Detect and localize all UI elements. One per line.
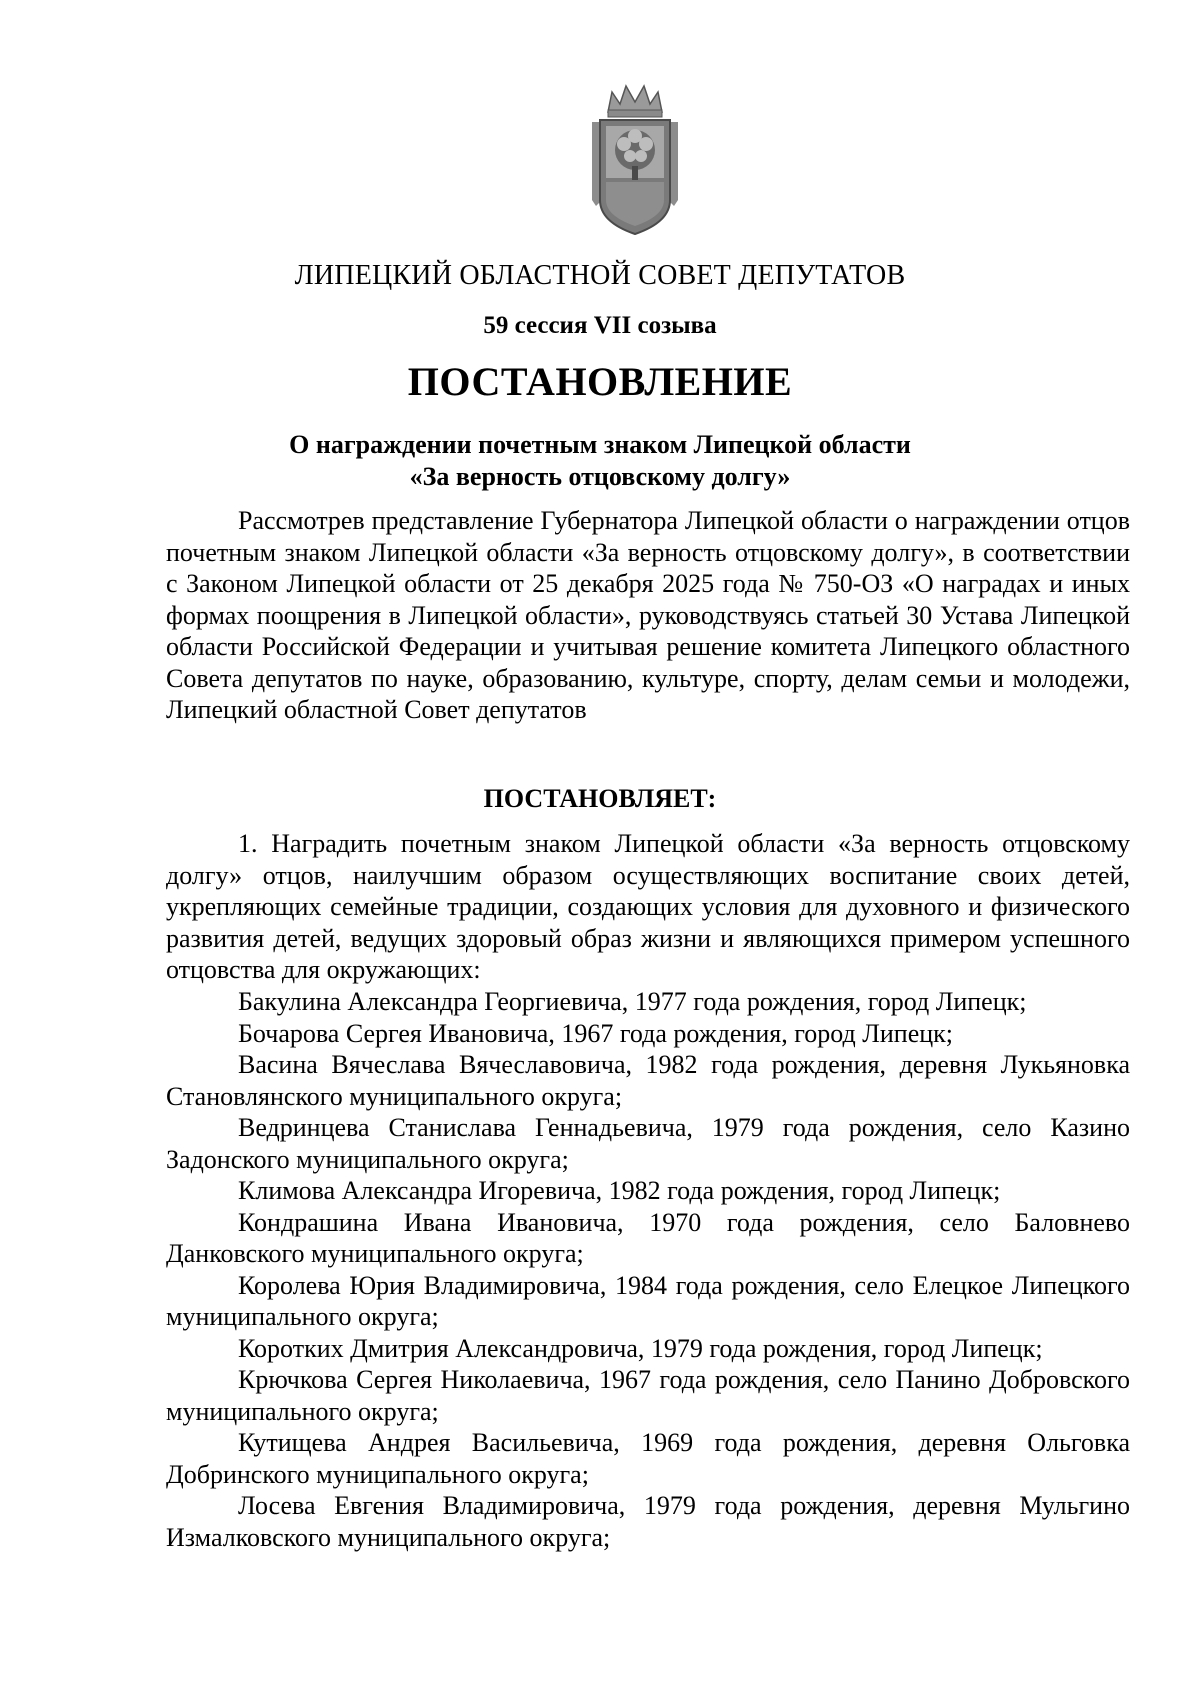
awardee-entry: Кутищева Андрея Васильевича, 1969 года рождения, деревня Ольговка Добринского муниципального округа;: [166, 1428, 1130, 1489]
document-type-title: ПОСТАНОВЛЕНИЕ: [407, 359, 793, 404]
lipetsk-coat-of-arms-icon: [588, 82, 682, 242]
awardee-entry: Ведринцева Станислава Геннадьевича, 1979 года рождения, село Казино Задонского муниципального округа;: [166, 1113, 1130, 1174]
session-label: 59 сессия VII созыва: [483, 312, 717, 339]
intro-paragraph: Рассмотрев представление Губернатора Липецкой области о награждении отцов почетным знаком Липецкой области «За верность отцовскому долгу», в соответствии с Законом Липецкой области от 25 декабря 2025 года № 750-ОЗ «О наградах и иных формах поощрения в Липецкой области», руководствуясь статьей 30 Устава Липецкой области Российской Федерации и учитывая решение комитета Липецкого областного Совета депутатов по науке, образованию, культуре, спорту, делам семьи и молодежи, Липецкий областной Совет депутатов: [166, 506, 1130, 724]
awardee-list: [166, 986, 1130, 1553]
awardee-entry: Васина Вячеслава Вячеславовича, 1982 года рождения, деревня Лукьяновка Становлянского муниципального округа;: [166, 1050, 1130, 1111]
council-name: ЛИПЕЦКИЙ ОБЛАСТНОЙ СОВЕТ ДЕПУТАТОВ: [294, 260, 906, 291]
subject-line-1: О награждении почетным знаком Липецкой области: [289, 430, 911, 459]
awardee-entry: Лосева Евгения Владимировича, 1979 года рождения, деревня Мульгино Измалковского муниципального округа;: [166, 1491, 1130, 1552]
awardee-entry: Крючкова Сергея Николаевича, 1967 года рождения, село Панино Добровского муниципального округа;: [166, 1365, 1130, 1426]
intro-block: [166, 505, 1130, 726]
awardee-entry: Коротких Дмитрия Александровича, 1979 года рождения, город Липецк;: [238, 1333, 1043, 1363]
decree-heading: ПОСТАНОВЛЯЕТ:: [483, 784, 717, 813]
clause-1-paragraph: 1. Наградить почетным знаком Липецкой области «За верность отцовскому долгу» отцов, наилучшим образом осуществляющих воспитание своих детей, укрепляющих семейные традиции, создающих условия для духовного и физического развития детей, ведущих здоровый образ жизни и являющихся примером успешного отцовства для окружающих:: [166, 829, 1130, 984]
awardee-entry: Кондрашина Ивана Ивановича, 1970 года рождения, село Баловнево Данковского муниципального округа;: [166, 1207, 1130, 1268]
clause-block: [166, 828, 1130, 986]
awardee-entry: Бочарова Сергея Ивановича, 1967 года рождения, город Липецк;: [238, 1018, 954, 1048]
subject-line-2: «За верность отцовскому долгу»: [409, 462, 791, 491]
awardee-entry: Климова Александра Игоревича, 1982 года рождения, город Липецк;: [238, 1176, 1001, 1205]
awardee-entry: Бакулина Александра Георгиевича, 1977 года рождения, город Липецк;: [238, 987, 1027, 1016]
awardee-entry: Королева Юрия Владимировича, 1984 года рождения, село Елецкое Липецкого муниципального округа;: [166, 1270, 1130, 1331]
